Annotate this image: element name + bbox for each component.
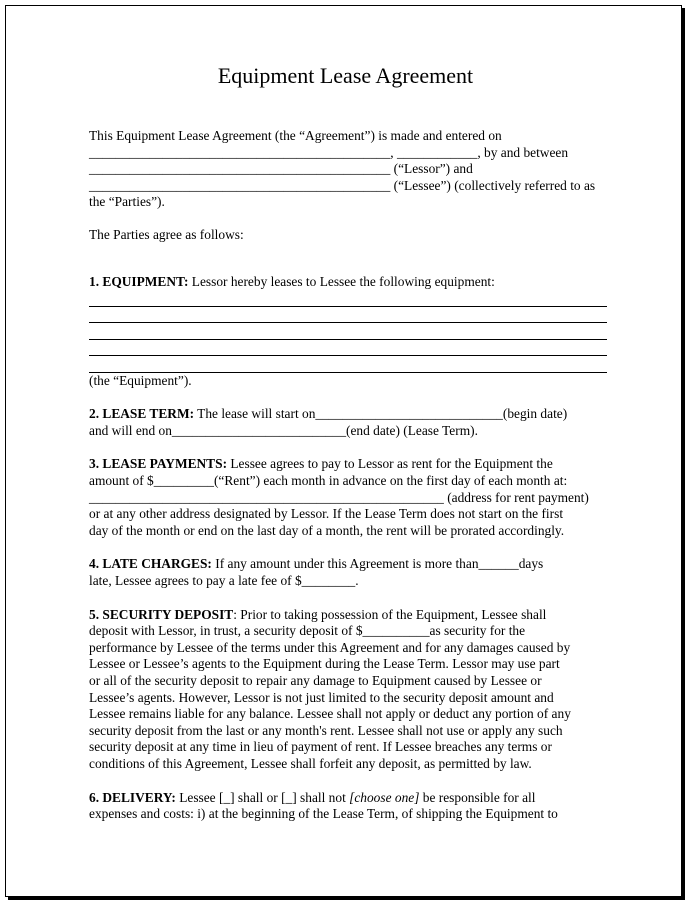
section-text: The lease will start on____________________________(begin date): [194, 406, 568, 422]
section-heading: 1. EQUIPMENT:: [89, 273, 189, 289]
intro-line: _____________________________________________, ____________, by and between: [89, 144, 569, 160]
section-text: Lessee or Lessee’s agents to the Equipment during the Lease Term. Lessor may use part: [89, 656, 560, 672]
intro-line: the “Parties”).: [89, 194, 165, 210]
section-text: late, Lessee agrees to pay a late fee of $________.: [89, 573, 359, 588]
section-equipment: [89, 274, 613, 390]
blank-line: [89, 323, 607, 340]
blank-line: [89, 340, 607, 357]
section-text: security deposit at any time in lieu of payment of rent. If Lessee breaches any terms or: [89, 739, 552, 755]
section-text: Lessee [_] shall or [_] shall not: [175, 789, 350, 805]
section-text: Lessee agrees to pay to Lessor as rent for the Equipment the: [227, 456, 553, 472]
section-text: Lessee remains liable for any balance. Lessee shall not apply or deduct any portion of any: [89, 706, 571, 722]
section-text: or all of the security deposit to repair any damage to Equipment caused by Lessee or: [89, 672, 542, 688]
section-text: security deposit from the last or any month's rent. Lessee shall not use or apply any such: [89, 722, 563, 738]
section-text: Lessee’s agents. However, Lessor is not just limited to the security deposit amount and: [89, 689, 554, 705]
section-text: Lessor hereby leases to Lessee the following equipment:: [188, 273, 495, 289]
blank-line: [89, 290, 607, 307]
section-heading: 6. DELIVERY:: [89, 789, 176, 805]
document-title: Equipment Lease Agreement: [217, 63, 474, 88]
section-text: deposit with Lessor, in trust, a security deposit of $__________as security for the: [89, 623, 526, 639]
section-lease-term: [89, 406, 613, 439]
section-text: (the “Equipment”).: [89, 372, 192, 388]
intro-paragraph: [89, 128, 613, 211]
section-heading: 2. LEASE TERM:: [89, 406, 195, 422]
blank-line: [89, 356, 607, 373]
intro-line: This Equipment Lease Agreement (the “Agreement”) is made and entered on: [89, 128, 502, 143]
section-text: or at any other address designated by Lessor. If the Lease Term does not start on the first: [89, 506, 564, 522]
choose-one-note: [choose one]: [349, 789, 420, 805]
section-heading: 4. LATE CHARGES:: [89, 556, 212, 572]
section-text: day of the month or end on the last day of a month, the rent will be prorated accordingly.: [89, 522, 565, 538]
section-security-deposit: [89, 607, 613, 773]
section-text: and will end on__________________________(end date) (Lease Term).: [89, 422, 478, 438]
intro-line: _____________________________________________ (“Lessee”) (collectively referred to as: [89, 177, 596, 193]
section-text: expenses and costs: i) at the beginning of the Lease Term, of shipping the Equipment to: [89, 806, 558, 822]
document-body: [89, 128, 613, 823]
section-late-charges: [89, 556, 613, 589]
section-text: If any amount under this Agreement is more than______days: [211, 556, 544, 572]
section-heading: 3. LEASE PAYMENTS:: [89, 456, 228, 472]
section-text: performance by Lessee of the terms under this Agreement and for any damages caused by: [89, 639, 571, 655]
section-text: be responsible for all: [419, 789, 536, 805]
section-delivery: [89, 790, 613, 823]
equipment-blank-lines: [89, 290, 613, 373]
section-text: conditions of this Agreement, Lessee shall forfeit any deposit, as permitted by law.: [89, 755, 532, 771]
section-text: : Prior to taking possession of the Equipment, Lessee shall: [233, 606, 547, 622]
blank-line: [89, 307, 607, 324]
section-text: _____________________________________________________ (address for rent payment): [89, 489, 589, 505]
agree-statement: The Parties agree as follows:: [89, 226, 244, 242]
section-text: amount of $_________(“Rent”) each month in advance on the first day of each month at:: [89, 473, 568, 489]
section-heading: 5. SECURITY DEPOSIT: [89, 606, 234, 622]
section-lease-payments: [89, 456, 613, 539]
intro-line: _____________________________________________ (“Lessor”) and: [89, 161, 473, 177]
